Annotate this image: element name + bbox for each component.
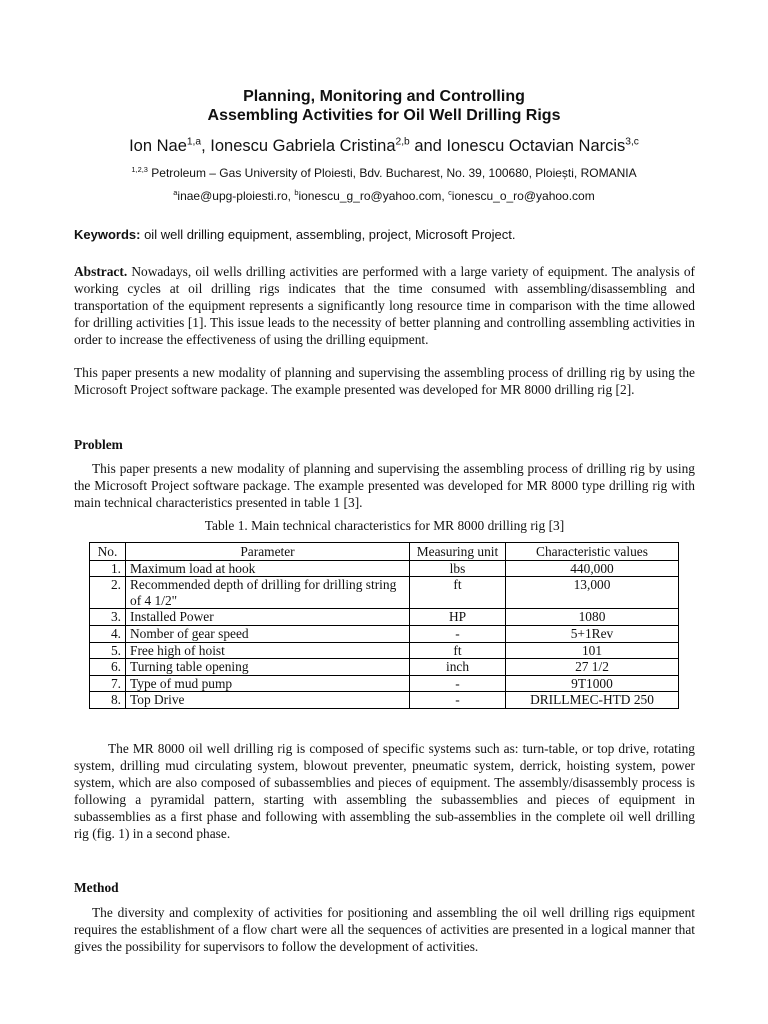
cell-value: 9T1000 bbox=[506, 675, 679, 692]
cell-no: 8. bbox=[90, 692, 126, 709]
paper-title-line-2: Assembling Activities for Oil Well Drilling Rigs bbox=[207, 107, 561, 124]
cell-no: 7. bbox=[90, 675, 126, 692]
table-row bbox=[90, 609, 679, 626]
author-superscript: 1,a bbox=[186, 136, 202, 148]
affiliation bbox=[0, 166, 768, 180]
table-row bbox=[90, 675, 679, 692]
cell-value: 27 1/2 bbox=[506, 659, 679, 676]
cell-unit: inch bbox=[410, 659, 506, 676]
email-superscript: a bbox=[173, 188, 178, 197]
cell-no: 5. bbox=[90, 642, 126, 659]
header-no: No. bbox=[90, 543, 126, 561]
cell-unit: lbs bbox=[410, 560, 506, 577]
method-paragraph: The diversity and complexity of activities for positioning and assembling the oil well drilling rigs equipment requires the establishment of a flow chart were all the sequences of activities are presented in a logical manner that gives the possibility for supervisors to follow the development of activities. bbox=[74, 905, 695, 954]
cell-no: 6. bbox=[90, 659, 126, 676]
cell-no: 1. bbox=[90, 560, 126, 577]
cell-unit: - bbox=[410, 692, 506, 709]
affiliation-superscript: 1,2,3 bbox=[131, 165, 148, 174]
email-list bbox=[0, 189, 768, 203]
email-address: inae@upg-ploiesti.ro, bbox=[177, 189, 295, 203]
author-name: Ionescu Octavian Narcis bbox=[446, 137, 626, 155]
cell-unit: HP bbox=[410, 609, 506, 626]
cell-parameter: Maximum load at hook bbox=[126, 560, 410, 577]
problem-paragraph: This paper presents a new modality of planning and supervising the assembling process of drilling rig by using the Microsoft Project software package. The example presented was developed for MR 8000 type drilling rig with main technical characteristics presented in table 1 [3]. bbox=[74, 461, 695, 510]
table-row bbox=[90, 560, 679, 577]
cell-value: 101 bbox=[506, 642, 679, 659]
abstract-text: Nowadays, oil wells drilling activities are performed with a large variety of equipment. The analysis of working cycles at oil drilling rigs indicates that the time consumed with assembling/disassembling and transportation of the equipment represents a significantly long resource time in comparison with the time allowed for drilling activities [1]. This issue leads to the necessity of better planning and controlling assembling activities in order to increase the effectiveness of using the drilling equipment. bbox=[74, 264, 695, 347]
table-row bbox=[90, 625, 679, 642]
cell-parameter: Top Drive bbox=[126, 692, 410, 709]
author-separator: , bbox=[201, 137, 211, 155]
abstract-label: Abstract. bbox=[74, 264, 128, 279]
author-superscript: 3,c bbox=[625, 136, 639, 148]
cell-parameter: Nomber of gear speed bbox=[126, 625, 410, 642]
cell-parameter: Free high of hoist bbox=[126, 642, 410, 659]
email-address: ionescu_o_ro@yahoo.com bbox=[451, 189, 595, 203]
affiliation-text: Petroleum – Gas University of Ploiesti, Bdv. Bucharest, No. 39, 100680, Ploiești, ROMANIA bbox=[147, 166, 637, 180]
author-separator: and bbox=[409, 137, 447, 155]
table-row bbox=[90, 692, 679, 709]
author-name: Ion Nae bbox=[129, 137, 187, 155]
abstract-paragraph-2: This paper presents a new modality of planning and supervising the assembling process of drilling rig by using the Microsoft Project software package. The example presented was developed for MR 8000 drilling rig [2]. bbox=[74, 365, 695, 397]
body-paragraph bbox=[74, 741, 695, 842]
cell-parameter: Installed Power bbox=[126, 609, 410, 626]
cell-no: 2. bbox=[90, 577, 126, 609]
cell-no: 3. bbox=[90, 609, 126, 626]
email-address: ionescu_g_ro@yahoo.com, bbox=[298, 189, 449, 203]
header-parameter: Parameter bbox=[126, 543, 410, 561]
section-heading-method: Method bbox=[74, 880, 119, 895]
abstract-paragraph bbox=[74, 264, 695, 349]
section-heading-problem: Problem bbox=[74, 437, 123, 452]
keywords bbox=[74, 227, 515, 242]
cell-parameter: Turning table opening bbox=[126, 659, 410, 676]
author-list bbox=[0, 137, 768, 156]
email-superscript: c bbox=[448, 188, 452, 197]
table-caption: Table 1. Main technical characteristics for MR 8000 drilling rig [3] bbox=[204, 518, 565, 533]
table-row bbox=[90, 577, 679, 609]
cell-unit: ft bbox=[410, 642, 506, 659]
keywords-label: Keywords: bbox=[74, 227, 141, 242]
cell-value: DRILLMEC-HTD 250 bbox=[506, 692, 679, 709]
table-row bbox=[90, 642, 679, 659]
cell-unit: ft bbox=[410, 577, 506, 609]
cell-no: 4. bbox=[90, 625, 126, 642]
cell-unit: - bbox=[410, 675, 506, 692]
table-row bbox=[90, 659, 679, 676]
characteristics-table bbox=[89, 542, 679, 709]
cell-parameter: Type of mud pump bbox=[126, 675, 410, 692]
cell-value: 440,000 bbox=[506, 560, 679, 577]
keywords-text: oil well drilling equipment, assembling, project, Microsoft Project. bbox=[140, 227, 516, 242]
email-superscript: b bbox=[294, 188, 299, 197]
cell-value: 13,000 bbox=[506, 577, 679, 609]
body-paragraph-text: The MR 8000 oil well drilling rig is composed of specific systems such as: turn-table, or top drive, rotating system, drilling mud circulating system, blowout preventer, pneumatic system, derrick, hoisting system, power system, which are also composed of subassemblies and pieces of equipment. The assembly/disassembly process is following a pyramidal pattern, starting with assembling the subassemblies and pieces of equipment in subassemblies as a first phase and following with assembling the sub-assemblies in the complete oil well drilling rig (fig. 1) in a second phase. bbox=[74, 741, 695, 841]
paper-title-line-1: Planning, Monitoring and Controlling bbox=[243, 88, 525, 105]
cell-unit: - bbox=[410, 625, 506, 642]
author-superscript: 2,b bbox=[395, 136, 410, 148]
author-name: Ionescu Gabriela Cristina bbox=[210, 137, 396, 155]
cell-value: 5+1Rev bbox=[506, 625, 679, 642]
cell-value: 1080 bbox=[506, 609, 679, 626]
header-unit: Measuring unit bbox=[410, 543, 506, 561]
cell-parameter: Recommended depth of drilling for drilling string of 4 1/2" bbox=[126, 577, 410, 609]
header-value: Characteristic values bbox=[506, 543, 679, 561]
table-header-row bbox=[90, 543, 679, 561]
